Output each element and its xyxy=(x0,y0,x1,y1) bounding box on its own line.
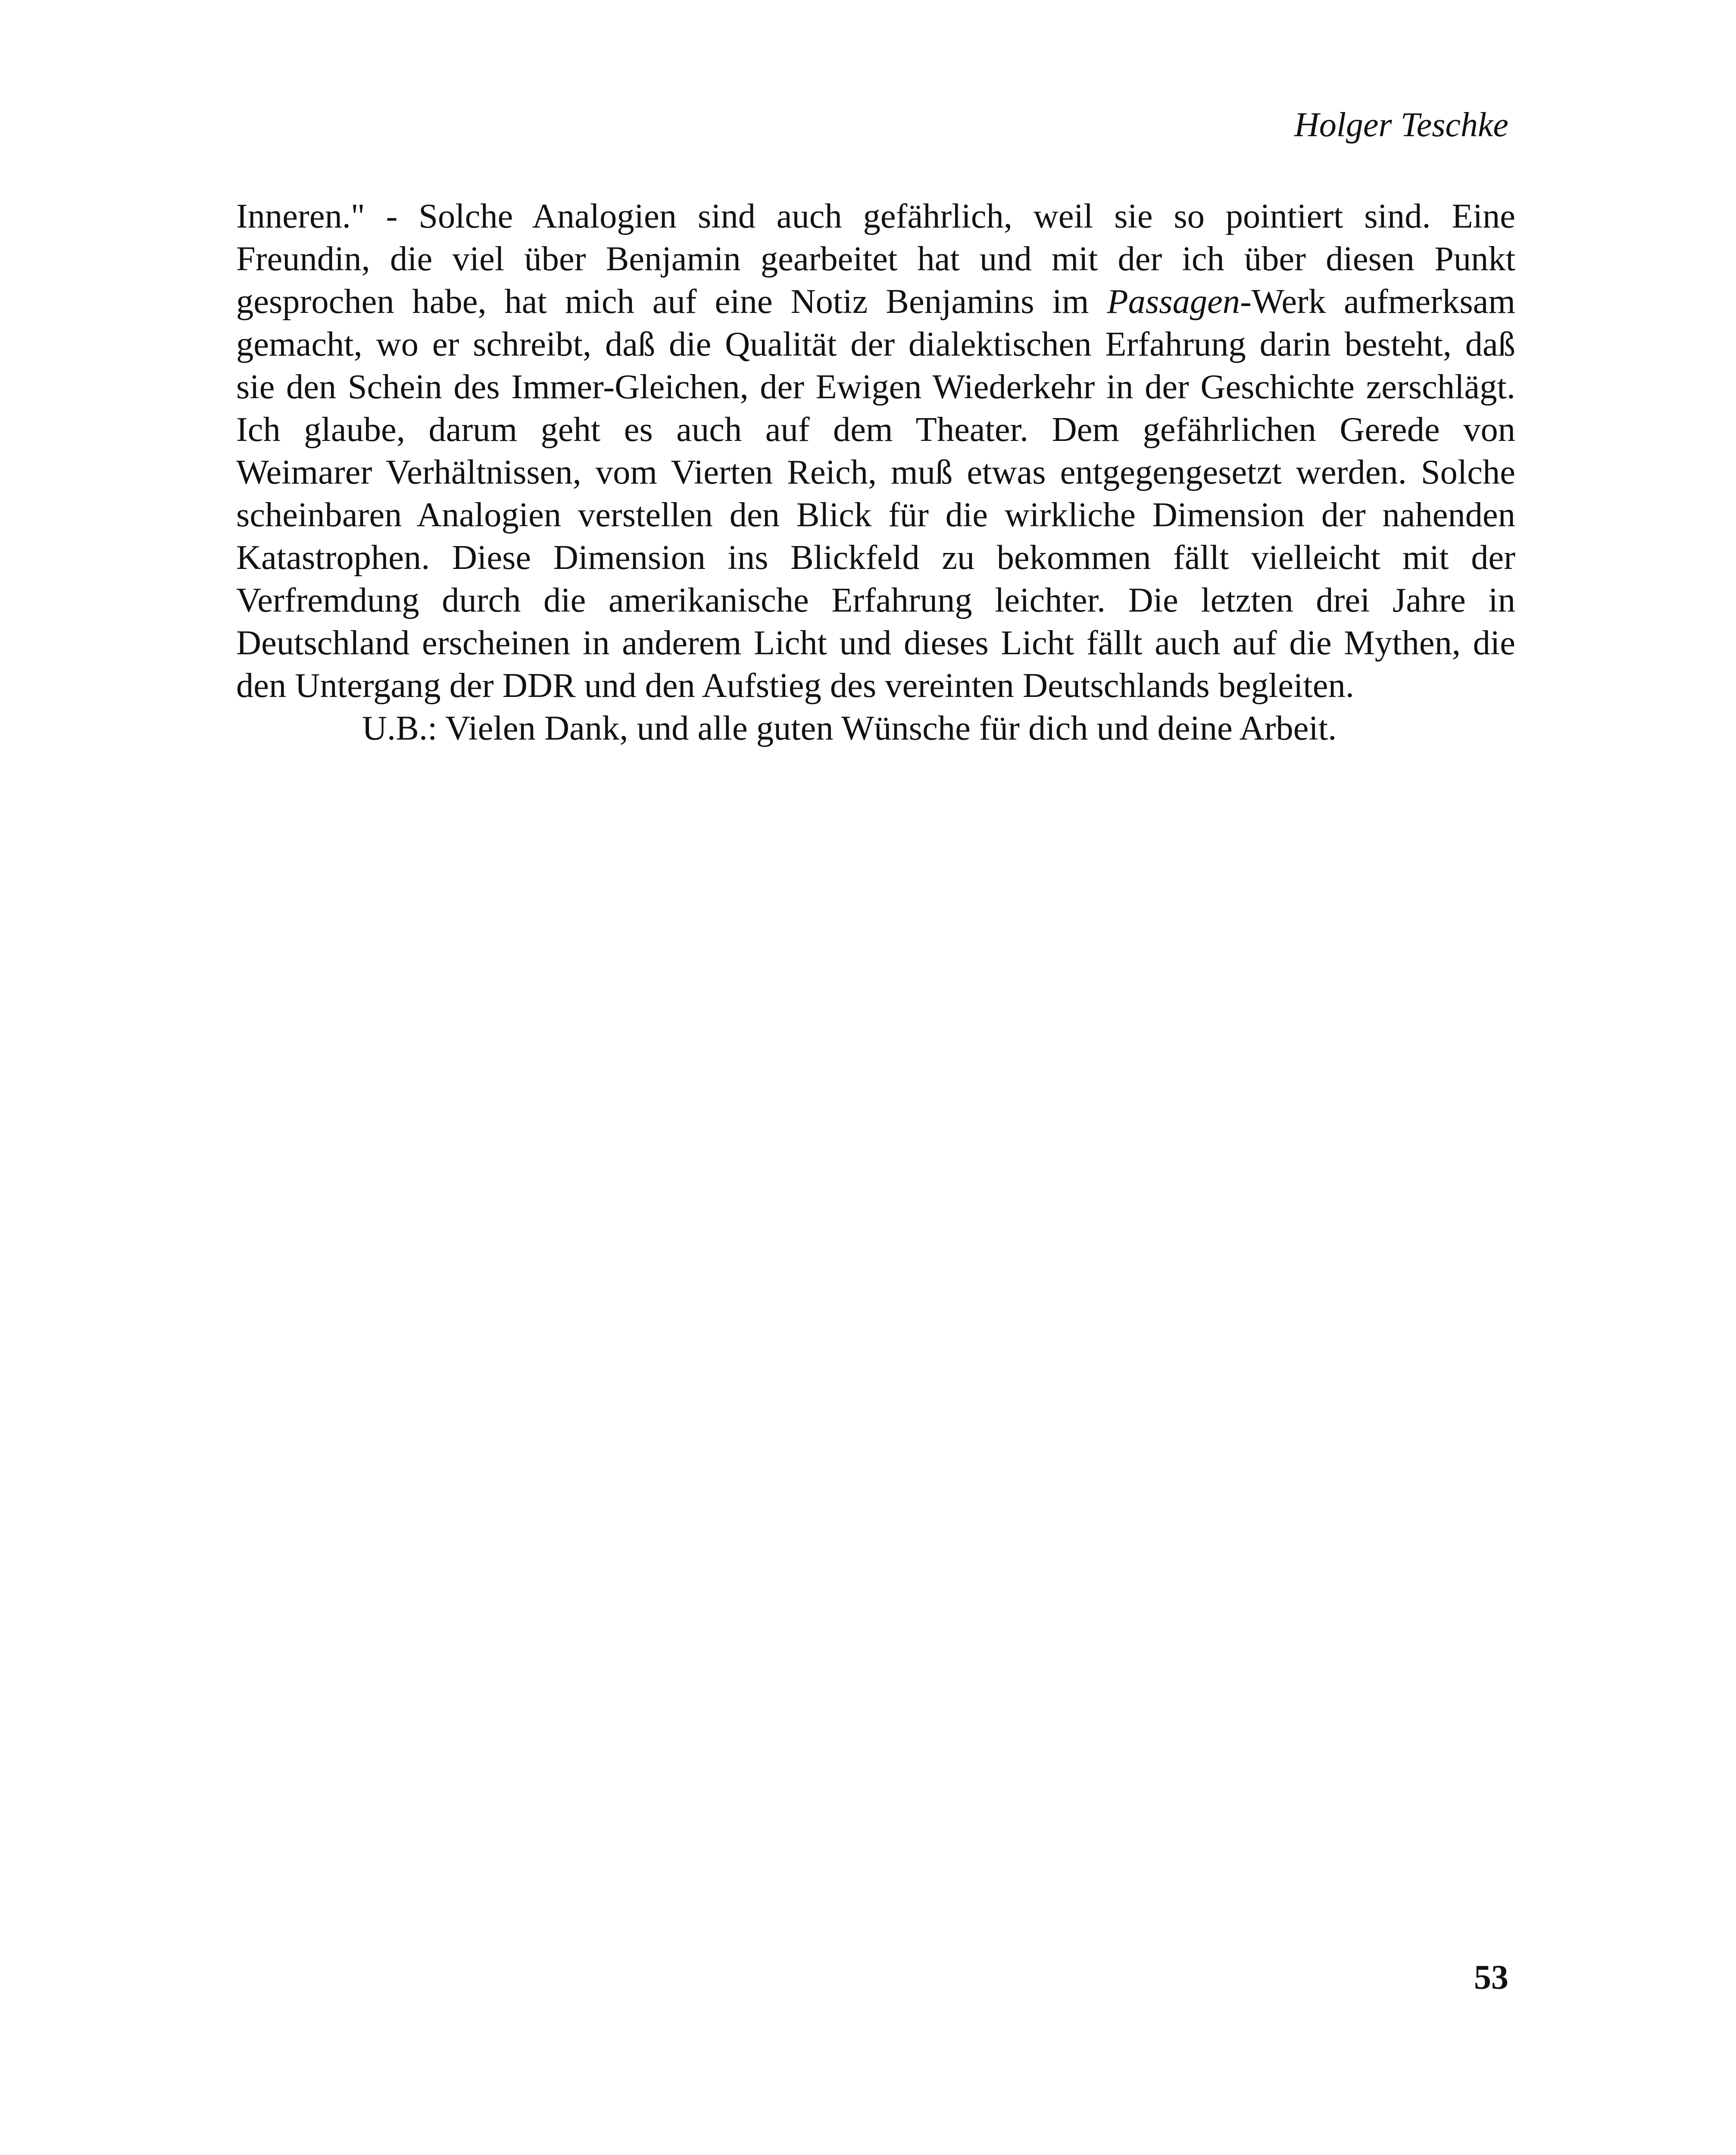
speaker-label: U.B.: xyxy=(362,709,437,747)
text-line: Ich glaube, darum geht es auch auf dem Theater. Dem gefährlichen Gerede von xyxy=(236,410,1515,449)
text-line: gemacht, wo er schreibt, daß die Qualität der dialektischen Erfahrung darin besteht, daß xyxy=(236,325,1515,363)
page-number: 53 xyxy=(1474,1958,1508,1996)
text-line: den Untergang der DDR und den Aufstieg des vereinten Deutschlands begleiten. xyxy=(236,666,1354,705)
italic-title-passagen: Passagen xyxy=(1107,282,1240,321)
text-line: Katastrophen. Diese Dimension ins Blickfeld zu bekommen fällt vielleicht mit der xyxy=(236,538,1515,577)
closing-text: Vielen Dank, und alle guten Wünsche für dich und deine Arbeit. xyxy=(437,709,1337,747)
text-line: Deutschland erscheinen in anderem Licht und dieses Licht fällt auch auf die Mythen, die xyxy=(236,624,1515,662)
text-line: Weimarer Verhältnissen, vom Vierten Reich, muß etwas entgegengesetzt werden. Solche xyxy=(236,453,1515,491)
paragraph-interviewer-closing xyxy=(236,707,1515,750)
text-line xyxy=(236,280,1515,323)
text-line xyxy=(236,707,1515,750)
text-line: Inneren." - Solche Analogien sind auch gefährlich, weil sie so pointiert sind. Eine xyxy=(236,197,1515,235)
running-head-author: Holger Teschke xyxy=(1294,106,1508,144)
body-text xyxy=(236,195,1515,750)
text-line-end: -Werk aufmerksam xyxy=(1240,282,1515,321)
text-line: Freundin, die viel über Benjamin gearbeitet hat und mit der ich über diesen Punkt xyxy=(236,240,1515,278)
text-line: sie den Schein des Immer-Gleichen, der Ewigen Wiederkehr in der Geschichte zerschlägt. xyxy=(236,368,1515,406)
paragraph-interview-answer xyxy=(236,195,1515,707)
text-line-start: gesprochen habe, hat mich auf eine Notiz Benjamins im xyxy=(236,282,1107,321)
text-line: Verfremdung durch die amerikanische Erfahrung leichter. Die letzten drei Jahre in xyxy=(236,581,1515,619)
text-line: scheinbaren Analogien verstellen den Blick für die wirkliche Dimension der nahenden xyxy=(236,496,1515,534)
